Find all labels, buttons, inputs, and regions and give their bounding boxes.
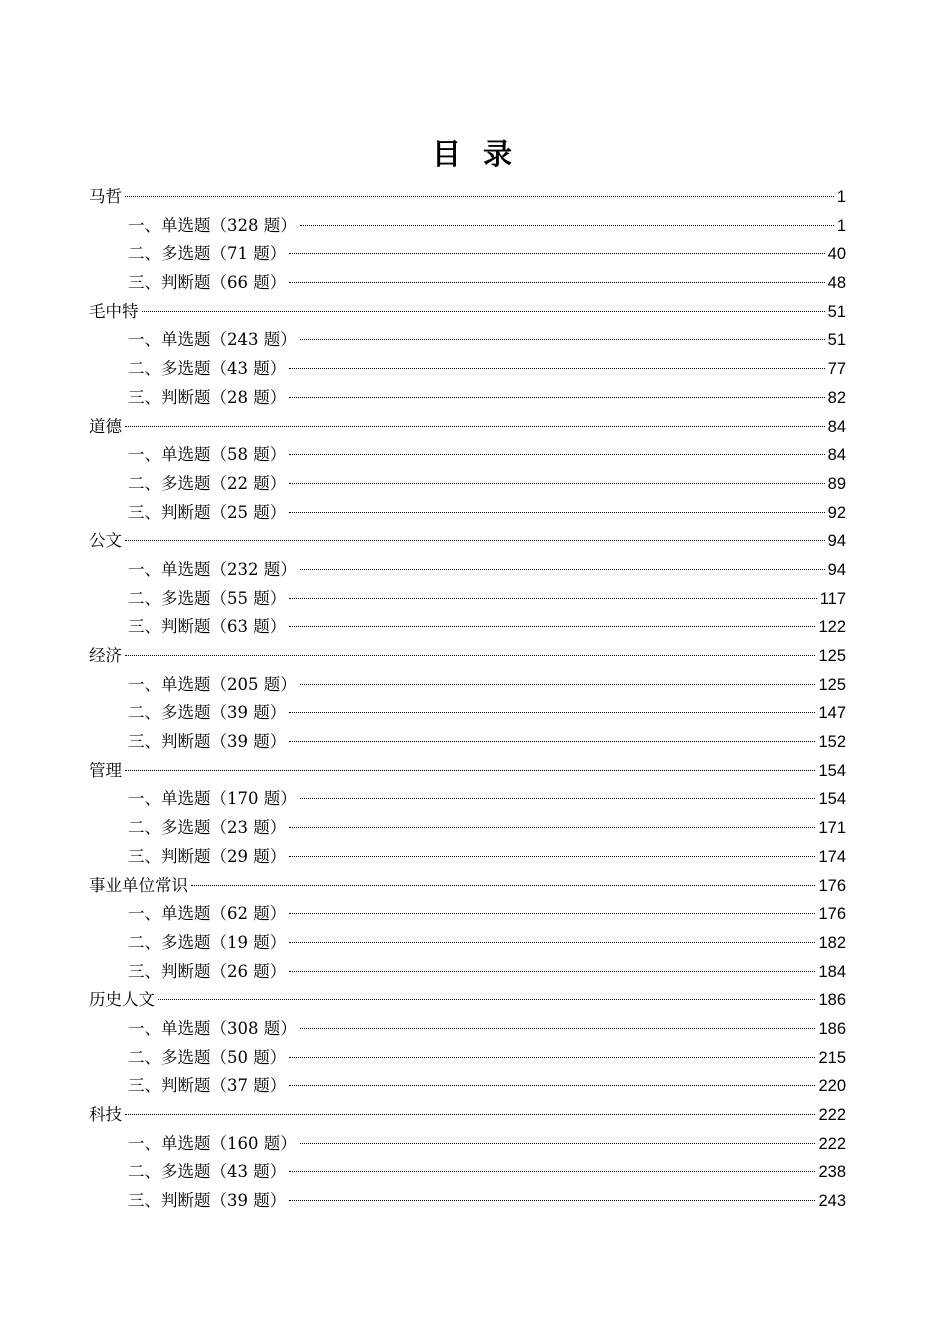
- toc-page-number: 154: [818, 790, 846, 809]
- toc-entry-label: 道德: [89, 416, 122, 436]
- toc-dot-leader: [289, 741, 815, 742]
- toc-subsection-entry[interactable]: [89, 585, 846, 614]
- toc-dot-leader: [289, 827, 815, 828]
- toc-page-number: 125: [818, 675, 846, 694]
- toc-page-number: 184: [818, 962, 846, 981]
- toc-page-number: 222: [818, 1106, 846, 1124]
- toc-subsection-entry[interactable]: [89, 1158, 846, 1187]
- toc-entry-label: 二、多选题（43 题）: [128, 1162, 287, 1182]
- toc-dot-leader: [289, 253, 824, 254]
- toc-dot-leader: [125, 770, 815, 771]
- toc-page-number: 238: [818, 1163, 846, 1182]
- toc-subsection-entry[interactable]: [89, 212, 846, 241]
- toc-entry-label: 一、单选题（58 题）: [128, 445, 287, 465]
- toc-page-number: 222: [818, 1134, 846, 1153]
- toc-dot-leader: [289, 1171, 815, 1172]
- toc-subsection-entry[interactable]: [89, 240, 846, 269]
- toc-section-entry[interactable]: [89, 872, 846, 901]
- toc-entry-label: 一、单选题（232 题）: [128, 559, 297, 579]
- toc-dot-leader: [289, 942, 815, 943]
- toc-dot-leader: [300, 798, 816, 799]
- toc-entry-label: 二、多选题（43 题）: [128, 359, 287, 379]
- toc-page-number: 152: [818, 733, 846, 752]
- toc-page-number: 125: [818, 647, 846, 665]
- toc-dot-leader: [300, 684, 816, 685]
- toc-dot-leader: [289, 1085, 815, 1086]
- toc-entry-label: 三、判断题（25 题）: [128, 502, 287, 522]
- toc-section-entry[interactable]: [89, 757, 846, 786]
- toc-page-number: 1: [836, 188, 846, 206]
- toc-subsection-entry[interactable]: [89, 843, 846, 872]
- toc-entry-label: 二、多选题（39 题）: [128, 703, 287, 723]
- toc-dot-leader: [289, 397, 824, 398]
- toc-dot-leader: [289, 1057, 815, 1058]
- toc-entry-label: 历史人文: [89, 990, 155, 1010]
- toc-entry-label: 三、判断题（29 题）: [128, 846, 287, 866]
- toc-dot-leader: [300, 569, 825, 570]
- toc-page-number: 243: [818, 1192, 846, 1211]
- toc-subsection-entry[interactable]: [89, 613, 846, 642]
- toc-dot-leader: [289, 913, 815, 914]
- toc-entry-label: 二、多选题（55 题）: [128, 588, 287, 608]
- toc-dot-leader: [289, 598, 816, 599]
- toc-entry-label: 三、判断题（63 题）: [128, 617, 287, 637]
- toc-page-number: 154: [818, 761, 846, 780]
- toc-entry-label: 三、判断题（66 题）: [128, 273, 287, 293]
- toc-dot-leader: [158, 999, 815, 1000]
- toc-subsection-entry[interactable]: [89, 671, 846, 700]
- toc-page-number: 176: [818, 905, 846, 924]
- toc-page-number: 92: [827, 503, 846, 522]
- toc-subsection-entry[interactable]: [89, 326, 846, 355]
- toc-entry-label: 一、单选题（62 题）: [128, 904, 287, 924]
- toc-page-number: 48: [827, 274, 846, 293]
- toc-dot-leader: [125, 1114, 815, 1115]
- toc-subsection-entry[interactable]: [89, 1015, 846, 1044]
- toc-page-number: 117: [819, 589, 846, 608]
- toc-dot-leader: [300, 225, 834, 226]
- toc-dot-leader: [289, 971, 815, 972]
- toc-entry-label: 三、判断题（28 题）: [128, 387, 287, 407]
- toc-entry-label: 三、判断题（26 题）: [128, 961, 287, 981]
- toc-dot-leader: [289, 454, 824, 455]
- toc-page-number: 51: [827, 331, 846, 350]
- toc-subsection-entry[interactable]: [89, 1072, 846, 1101]
- toc-subsection-entry[interactable]: [89, 699, 846, 728]
- toc-page-number: 84: [827, 417, 846, 436]
- toc-page-number: 174: [818, 847, 846, 866]
- toc-section-entry[interactable]: [89, 413, 846, 442]
- toc-subsection-entry[interactable]: [89, 384, 846, 413]
- toc-page-number: 77: [827, 360, 846, 379]
- toc-dot-leader: [125, 655, 815, 656]
- toc-subsection-entry[interactable]: [89, 355, 846, 384]
- toc-subsection-entry[interactable]: [89, 1044, 846, 1073]
- toc-page-number: 122: [818, 618, 846, 637]
- toc-dot-leader: [289, 483, 824, 484]
- toc-entry-label: 科技: [89, 1105, 122, 1124]
- toc-entry-label: 马哲: [89, 187, 122, 206]
- toc-subsection-entry[interactable]: [89, 929, 846, 958]
- toc-entry-label: 公文: [89, 531, 122, 551]
- toc-page-number: 94: [827, 532, 846, 551]
- toc-dot-leader: [125, 196, 834, 197]
- toc-dot-leader: [300, 1143, 816, 1144]
- toc-section-entry[interactable]: [89, 298, 846, 327]
- toc-entry-label: 管理: [89, 760, 122, 780]
- toc-dot-leader: [289, 712, 815, 713]
- toc-section-entry[interactable]: [89, 527, 846, 556]
- toc-entry-label: 二、多选题（22 题）: [128, 473, 287, 493]
- toc-page-number: 89: [827, 474, 846, 493]
- toc-subsection-entry[interactable]: [89, 958, 846, 987]
- toc-subsection-entry[interactable]: [89, 785, 846, 814]
- toc-page-number: 1: [836, 216, 846, 235]
- toc-entry-label: 一、单选题（308 题）: [128, 1018, 297, 1038]
- toc-page-number: 147: [818, 704, 846, 723]
- toc-section-entry[interactable]: [89, 1101, 846, 1130]
- toc-dot-leader: [300, 1028, 816, 1029]
- toc-dot-leader: [289, 856, 815, 857]
- toc-entry-label: 二、多选题（50 题）: [128, 1047, 287, 1067]
- toc-page-number: 171: [818, 819, 846, 838]
- toc-subsection-entry[interactable]: [89, 900, 846, 929]
- toc-entry-label: 事业单位常识: [89, 875, 188, 895]
- toc-dot-leader: [300, 339, 825, 340]
- toc-entry-label: 一、单选题（205 题）: [128, 674, 297, 694]
- toc-entry-label: 二、多选题（23 题）: [128, 818, 287, 838]
- toc-page-number: 220: [818, 1077, 846, 1096]
- toc-entry-label: 二、多选题（19 题）: [128, 932, 287, 952]
- toc-page-number: 40: [827, 245, 846, 264]
- table-of-contents: [89, 183, 846, 1216]
- toc-page-number: 84: [827, 446, 846, 465]
- toc-entry-label: 一、单选题（243 题）: [128, 330, 297, 350]
- toc-subsection-entry[interactable]: [89, 441, 846, 470]
- toc-entry-label: 一、单选题（328 题）: [128, 215, 297, 235]
- toc-subsection-entry[interactable]: [89, 814, 846, 843]
- toc-subsection-entry[interactable]: [89, 556, 846, 585]
- toc-subsection-entry[interactable]: [89, 1130, 846, 1159]
- toc-page-number: 82: [827, 388, 846, 407]
- toc-dot-leader: [125, 426, 825, 427]
- toc-dot-leader: [289, 626, 815, 627]
- toc-subsection-entry[interactable]: [89, 470, 846, 499]
- toc-page-number: 176: [818, 876, 846, 895]
- toc-page-number: 51: [827, 302, 846, 321]
- toc-dot-leader: [289, 512, 824, 513]
- toc-entry-label: 一、单选题（160 题）: [128, 1133, 297, 1153]
- toc-page-number: 186: [818, 1019, 846, 1038]
- toc-page-number: 186: [818, 991, 846, 1010]
- toc-dot-leader: [289, 282, 824, 283]
- toc-entry-label: 三、判断题（37 题）: [128, 1076, 287, 1096]
- toc-subsection-entry[interactable]: [89, 728, 846, 757]
- toc-subsection-entry[interactable]: [89, 1187, 846, 1216]
- toc-dot-leader: [125, 540, 825, 541]
- toc-page-number: 182: [818, 933, 846, 952]
- toc-dot-leader: [289, 1200, 815, 1201]
- toc-entry-label: 经济: [89, 646, 122, 665]
- toc-page-number: 215: [818, 1048, 846, 1067]
- toc-entry-label: 三、判断题（39 题）: [128, 732, 287, 752]
- toc-dot-leader: [142, 311, 825, 312]
- toc-subsection-entry[interactable]: [89, 269, 846, 298]
- toc-dot-leader: [191, 885, 815, 886]
- toc-subsection-entry[interactable]: [89, 499, 846, 528]
- toc-entry-label: 毛中特: [89, 301, 139, 321]
- page-title: 目 录: [431, 137, 519, 171]
- toc-entry-label: 一、单选题（170 题）: [128, 789, 297, 809]
- toc-entry-label: 三、判断题（39 题）: [128, 1191, 287, 1211]
- toc-section-entry[interactable]: [89, 642, 846, 671]
- toc-section-entry[interactable]: [89, 183, 846, 212]
- toc-section-entry[interactable]: [89, 986, 846, 1015]
- toc-dot-leader: [289, 368, 824, 369]
- toc-entry-label: 二、多选题（71 题）: [128, 244, 287, 264]
- toc-page-number: 94: [827, 560, 846, 579]
